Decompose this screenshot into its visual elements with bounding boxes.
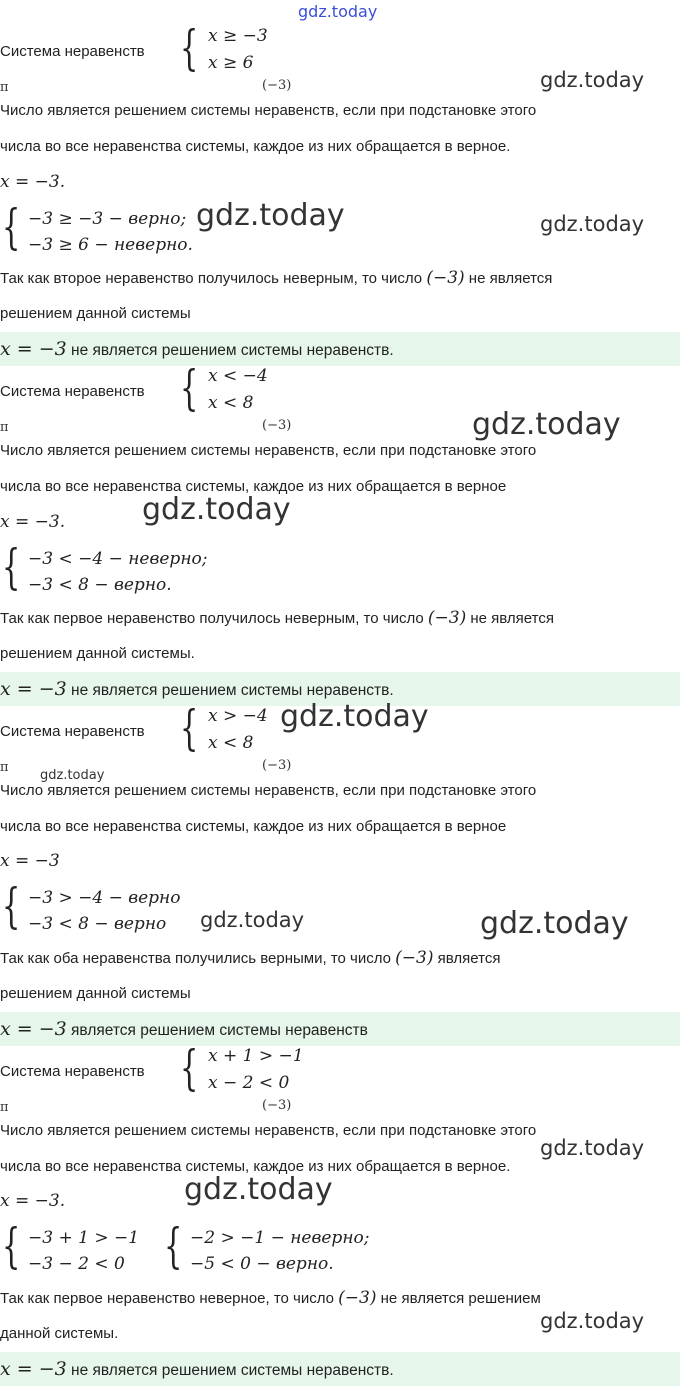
system-inequality-2: x ≥ 6 [208, 53, 254, 73]
cut-off-text: (−3) [262, 78, 292, 93]
rule-line-2: числа во все неравенства системы, каждое из них обращается в верное. [0, 138, 511, 155]
check-line-1: −3 ≥ −3 − верно; [28, 209, 187, 229]
substitution: x = −3. [0, 1191, 66, 1211]
answer-text: x = −3 является решением системы неравенств [0, 1018, 368, 1040]
rule-line-2: числа во все неравенства системы, каждое из них обращается в верное [0, 818, 507, 835]
conclusion-line-2: решением данной системы. [0, 645, 195, 662]
rule-line-1: Число является решением системы неравенств, если при подстановке этого [0, 1122, 537, 1139]
watermark: gdz.today [540, 68, 645, 92]
rule-line-1: Число является решением системы неравенств, если при подстановке этого [0, 102, 537, 119]
cut-off-text: п [0, 80, 9, 95]
substitution: x = −3. [0, 512, 66, 532]
watermark: gdz.today [196, 198, 345, 233]
check-line-2: −3 ≥ 6 − неверно. [28, 235, 193, 255]
rule-line-1: Число является решением системы неравенств, если при подстановке этого [0, 782, 537, 799]
watermark: gdz.today [40, 768, 105, 783]
cut-off-text: (−3) [262, 758, 292, 773]
answer-box-1 [0, 332, 680, 366]
answer-text: x = −3 не является решением системы неравенств. [0, 678, 394, 700]
system-label: Система неравенств [0, 1063, 145, 1080]
brace-icon: { [2, 878, 21, 934]
watermark-top: gdz.today [298, 2, 378, 21]
cut-off-text: п [0, 760, 9, 775]
brace-icon: { [180, 1040, 199, 1096]
cut-off-text: п [0, 420, 9, 435]
answer-box-4 [0, 1352, 680, 1386]
conclusion-line-2: решением данной системы [0, 985, 191, 1002]
watermark: gdz.today [540, 212, 645, 236]
conclusion-line-2: данной системы. [0, 1325, 119, 1342]
conclusion-line-1: Так как оба неравенства получились верными, то число (−3) является [0, 948, 501, 968]
brace-icon: { [164, 1218, 183, 1274]
system-inequality-1: x < −4 [208, 366, 268, 386]
system-label: Система неравенств [0, 723, 145, 740]
watermark: gdz.today [480, 906, 629, 941]
rule-line-1: Число является решением системы неравенств, если при подстановке этого [0, 442, 537, 459]
brace-icon: { [2, 539, 21, 595]
system-inequality-1: x ≥ −3 [208, 26, 268, 46]
brace-icon: { [2, 199, 21, 255]
answer-box-3 [0, 1012, 680, 1046]
system-inequality-2: x < 8 [208, 393, 254, 413]
check-line-1: −3 < −4 − неверно; [28, 549, 208, 569]
watermark: gdz.today [184, 1172, 333, 1207]
check-line-2: −3 < 8 − верно [28, 914, 167, 934]
system-label: Система неравенств [0, 383, 145, 400]
system-inequality-1: x > −4 [208, 706, 268, 726]
substitution: x = −3 [0, 851, 60, 871]
watermark: gdz.today [200, 908, 305, 932]
system-inequality-2: x < 8 [208, 733, 254, 753]
system-label: Система неравенств [0, 43, 145, 60]
cut-off-text: (−3) [262, 418, 292, 433]
check-line-1: −3 + 1 > −1 [28, 1228, 140, 1248]
watermark: gdz.today [540, 1309, 645, 1333]
check-line-1: −3 > −4 − верно [28, 888, 181, 908]
check-line-2: −3 − 2 < 0 [28, 1254, 125, 1274]
watermark: gdz.today [142, 492, 291, 527]
conclusion-line-2: решением данной системы [0, 305, 191, 322]
simplified-line-1: −2 > −1 − неверно; [190, 1228, 370, 1248]
answer-text: x = −3 не является решением системы неравенств. [0, 338, 394, 360]
brace-icon: { [180, 360, 199, 416]
conclusion-line-1: Так как первое неравенство неверное, то число (−3) не является решением [0, 1288, 541, 1308]
rule-line-2: числа во все неравенства системы, каждое из них обращается в верное. [0, 1158, 511, 1175]
brace-icon: { [180, 20, 199, 76]
simplified-line-2: −5 < 0 − верно. [190, 1254, 334, 1274]
rule-line-2: числа во все неравенства системы, каждое из них обращается в верное [0, 478, 507, 495]
conclusion-line-1: Так как второе неравенство получилось неверным, то число (−3) не является [0, 268, 553, 288]
system-inequality-2: x − 2 < 0 [208, 1073, 290, 1093]
watermark: gdz.today [472, 407, 621, 442]
answer-text: x = −3 не является решением системы неравенств. [0, 1358, 394, 1380]
cut-off-text: п [0, 1100, 9, 1115]
conclusion-line-1: Так как первое неравенство получилось неверным, то число (−3) не является [0, 608, 554, 628]
brace-icon: { [180, 700, 199, 756]
watermark: gdz.today [540, 1136, 645, 1160]
substitution: x = −3. [0, 172, 66, 192]
system-inequality-1: x + 1 > −1 [208, 1046, 304, 1066]
watermark: gdz.today [280, 699, 429, 734]
check-line-2: −3 < 8 − верно. [28, 575, 172, 595]
cut-off-text: (−3) [262, 1098, 292, 1113]
brace-icon: { [2, 1218, 21, 1274]
